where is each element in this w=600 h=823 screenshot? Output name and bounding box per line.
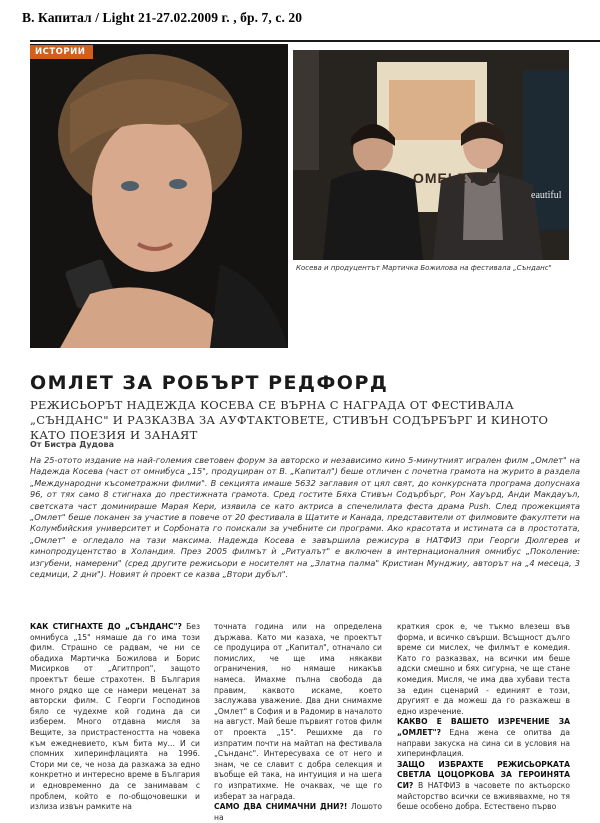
poster-text-2: eautiful [531, 190, 562, 201]
column-3 [397, 622, 570, 813]
festival-illustration [293, 50, 569, 260]
question-3: КАКВО Е ВАШЕТО ИЗРЕЧЕНИЕ ЗА „ОМЛЕТ"? [397, 717, 570, 737]
answer-1: Без омнибуса „15" нямаше да го има този филм. Страшно се радвам, че ни се обадиха Мартичка Божилова и Борис Мисирков от „Агитпроп", защото проектът беше страхотен. В България много рядко ще се намери меценат за авторски филм. С Георги Господинов бяло се чудехме кой година да си изберем. Много отдавна мисля за Вещите, за пристрастеността на човека към ежедневието, към бита му... И си спомних хиперинфлацията на 1996. Стори ми се, че ноза да разкажа за едно конкретно и интересно време в България и едновременно да се занимавам с проблем, който е по-общочовешки и излиза извън рамките на [30, 622, 200, 812]
answer-2-start: Лошото на [214, 802, 382, 822]
answer-3: Една жена се опитва да направи закуска на сина си в условия на хиперинфлация. [397, 727, 570, 759]
answer-1-continued: точната година или на определена държава. Като ми казаха, че проектът се продуцира от „Капитал", отначало си помислих, че ще има някакви ограничения, но нямаше никакъв намеса. Имахме пълна свобода да правим, каквото искаме, което заслужава уважение. Два дни снимахме „Омлет" в София и в Радомир в началото на август. Май беше първият готов филм от проекта „15". Решихме да го изпратим почти на майтап на фестивала „Сънданс". Интересувахa се от него и знам, че се славит с добра селекция и въобще ей така, на интуиция и на шега го изпратихме. Не очаквах, че ще го изберат за награда. [214, 622, 382, 801]
question-1: КАК СТИГНАХТЕ ДО „СЪНДАНС"? [30, 622, 182, 631]
column-1 [30, 622, 200, 813]
author-byline: От Бистра Дудова [30, 440, 114, 449]
section-tag: ИСТОРИИ [30, 45, 93, 59]
portrait-photo [30, 44, 288, 348]
question-4: ЗАЩО ИЗБРАХТЕ РЕЖИСЬОРКАТА СВЕТЛА ЦОЦОРКОВА ЗА ГЕРОИНЯТА СИ? [397, 759, 570, 790]
lead-paragraph: На 25-отото издание на най-големия световен форум за авторско и независимо кино 5-минутният игрален филм „Омлет" на Надежда Косева (част от омнибуса „15", продуциран от В. „Капитал") беше отличен с почетна грамота на журито в раздела „Международни късометражни филми". В секцията имаше 5632 заглавия от цял свят, до конкурсната програма допуснаха 96, от тях само 8 стигнаха до престижната грамота. Сред гостите Бяха Стивън Содърбърг, Рон Хауърд, Анди Макдауъл, светската част доминираше Марая Кери, изявила се като актриса в спечелилата феста драма Push. След прожекцията „Омлет" беше поканен за участие в повече от 20 фестивала в Щатите и Канада, представители от филмовите факултети на Колумбийския университет и Сорбоната го поискали за учебните си програми. Ако красотата и истината са в простотата, „Омлет" е огледало на тази максима. Надежда Косева е завършила режисура в НАТФИЗ при Георги Дюлгерев и кинопродуцентство в Холандия. През 2005 филмът ѝ „Ритуалът" е включен в интернационалния омнибус „Поколение: изгубени, намерени" (сред другите режисьори е носителят на „Златна палма" Кристиан Мунджиу, авторът на „4 месеца, 3 седмици, 2 дни"). Новият ѝ проект се казва „Втори дубъл". [30, 455, 580, 580]
column-2 [214, 622, 382, 823]
question-2: САМО ДВА СНИМАЧНИ ДНИ?! [214, 802, 348, 812]
answer-4: В НАТФИЗ в часовете по актьорско майсторство всички се вживявахме, но тя беше особено добра. Естествено първо [397, 780, 570, 812]
poster-text: OMELETTE [413, 170, 498, 186]
photo-caption: Косева и продуцентът Мартичка Божилова на фестивала „Сънданс" [296, 264, 552, 272]
answer-2-continued: краткия срок е, че тъкмо влезеш във форма, и всичко свърши. Всъщност дълго време си мислех, че филмът е комедия. Като го разказвах, на всички им беше адски смешно и бях сигурна, че ще стане комедия. Мисля, че има два хубави теста за един сценарий - единият е този, другият е да можеш да го разкажеш в едно изречение. [397, 622, 570, 716]
page-header: В. Капитал / Light 21-27.02.2009 г. , бр. 7, с. 20 [22, 10, 303, 25]
article-title: ОМЛЕТ ЗА РОБЪРТ РЕДФОРД [30, 372, 389, 394]
article-subtitle: РЕЖИСЬОРЪТ НАДЕЖДА КОСЕВА СЕ ВЪРНА С НАГРАДА ОТ ФЕСТИВАЛА „СЪНДАНС" И РАЗКАЗВА ЗА АУФТАКТОВЕТЕ, СТИВЪН СОДЪРБЪРГ И КИНОТО КАТО ПОЕЗИЯ И ЗАНАЯТ [30, 398, 549, 442]
festival-photo [293, 50, 569, 260]
portrait-illustration [30, 44, 288, 348]
top-rule [30, 40, 600, 42]
